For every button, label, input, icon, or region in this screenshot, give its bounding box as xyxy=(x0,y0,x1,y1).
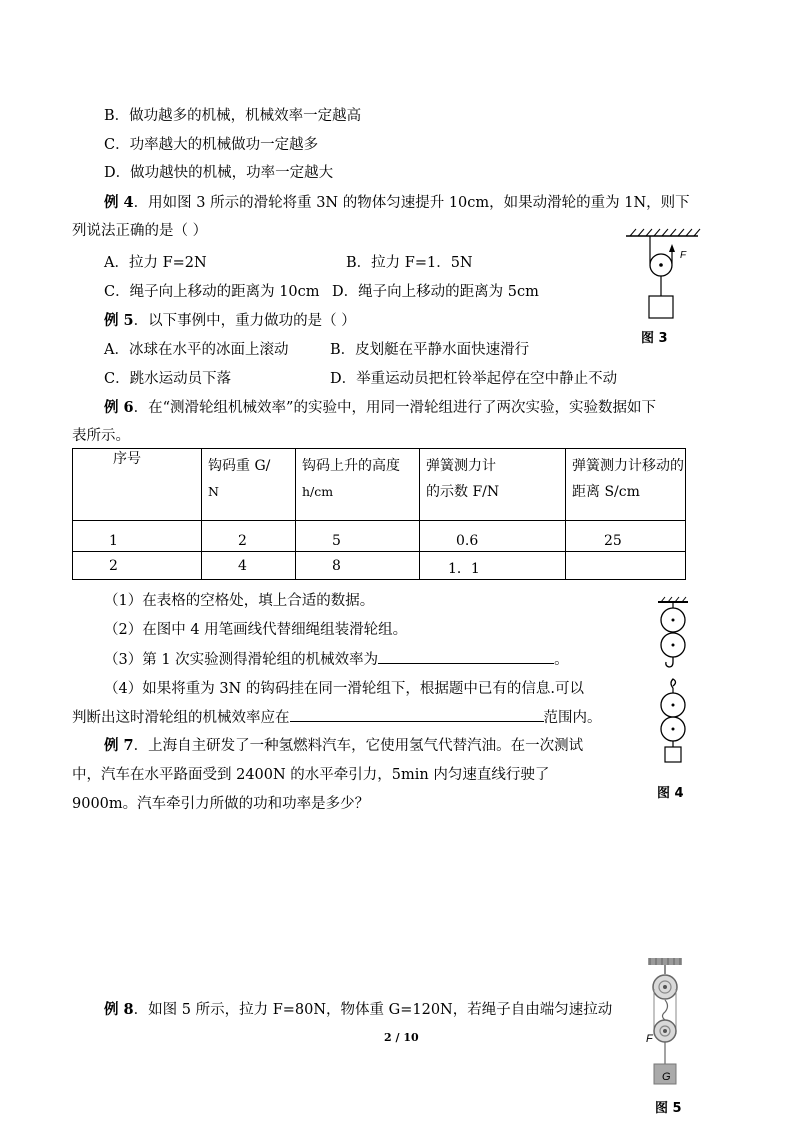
ex6-q3: （3）第 1 次实验测得滑轮组的机械效率为 xyxy=(104,652,379,668)
ex6-q4-end: 范围内。 xyxy=(543,710,602,726)
cell-distance: 25 xyxy=(566,521,686,552)
cell-weight: 4 xyxy=(202,552,296,580)
cell-weight: 2 xyxy=(202,521,296,552)
ex7-text-3: 9000m。汽车牵引力所做的功和功率是多少？ xyxy=(72,796,370,812)
table-row xyxy=(73,552,686,580)
header-cell-distance: 弹簧测力计移动的 距离 S/cm xyxy=(566,449,686,521)
header-cell-weight: 钩码重 G/ N xyxy=(202,449,296,521)
ex7-line-1 xyxy=(104,736,583,756)
ex4-option-d: D．绳子向上移动的距离为 5cm xyxy=(332,284,539,300)
figure-5-force-label: F xyxy=(646,1033,653,1045)
option-d-prev: D．做功越快的机械，功率一定越大 xyxy=(104,165,334,181)
figure-3-caption: 图 3 xyxy=(641,331,668,346)
ex6-text-2: 表所示。 xyxy=(72,428,130,444)
experiment-data-table xyxy=(72,448,686,580)
ex6-line-1 xyxy=(104,398,656,418)
ex6-q4-2: 判断出这时滑轮组的机械效率应在 xyxy=(72,710,290,726)
page-number: 2 / 10 xyxy=(384,1031,419,1044)
option-b-prev: B．做功越多的机械，机械效率一定越高 xyxy=(104,108,362,124)
table-header-row xyxy=(73,449,686,521)
cell-seq: 2 xyxy=(73,552,202,580)
ex5-option-c: C．跳水运动员下落 xyxy=(104,371,232,387)
figure-5-caption: 图 5 xyxy=(655,1101,682,1116)
figure-4-pulley-set xyxy=(648,596,698,772)
cell-force: 0.6 xyxy=(420,521,566,552)
ex6-q4-1: （4）如果将重为 3N 的钩码挂在同一滑轮组下，根据题中已有的信息.可以 xyxy=(104,681,584,697)
cell-height: 8 xyxy=(296,552,420,580)
ex6-text-1: ．在“测滑轮组机械效率”的实验中，用同一滑轮组进行了两次实验，实验数据如下 xyxy=(133,400,656,416)
ex4-option-c: C．绳子向上移动的距离为 10cm xyxy=(104,284,320,300)
ex5-line xyxy=(104,311,356,331)
ex8-label: 例 8 xyxy=(104,1001,134,1018)
ex4-option-b: B．拉力 F=1．5N xyxy=(346,255,473,271)
table-row xyxy=(73,521,686,552)
figure-3-force-label: F xyxy=(680,250,687,261)
ex5-option-b: B．皮划艇在平静水面快速滑行 xyxy=(330,342,530,358)
figure-3-pulley xyxy=(622,228,702,328)
ex7-text-1: ．上海自主研发了一种氢燃料汽车，它使用氢气代替汽油。在一次测试 xyxy=(133,738,584,754)
figure-5-weight-label: G xyxy=(662,1071,671,1083)
ex6-q3-line xyxy=(104,649,569,670)
ex5-option-a: A．冰球在水平的冰面上滚动 xyxy=(104,342,289,358)
ex6-q2: （2）在图中 4 用笔画线代替细绳组装滑轮组。 xyxy=(104,622,408,638)
ex4-text-1: ．用如图 3 所示的滑轮将重 3N 的物体匀速提升 10cm，如果动滑轮的重为 1N，则下 xyxy=(133,195,690,211)
option-c-prev: C．功率越大的机械做功一定越多 xyxy=(104,137,319,153)
figure-4-caption: 图 4 xyxy=(657,786,684,801)
ex6-q4-answer-blank[interactable] xyxy=(290,707,544,722)
ex4-line-1 xyxy=(104,193,690,213)
figure-5-pulley-photo xyxy=(644,956,686,1088)
ex6-q4-line-2 xyxy=(72,707,602,728)
header-cell-height: 钩码上升的高度 h/cm xyxy=(296,449,420,521)
ex7-label: 例 7 xyxy=(104,737,134,754)
cell-force: 1．1 xyxy=(420,552,566,580)
ex7-text-2: 中，汽车在水平路面受到 2400N 的水平牵引力，5min 内匀速直线行驶了 xyxy=(72,767,550,783)
ex6-q3-answer-blank[interactable] xyxy=(378,649,554,664)
ex8-line xyxy=(104,1000,612,1020)
cell-height: 5 xyxy=(296,521,420,552)
header-cell-seq: 序号 xyxy=(73,449,202,521)
ex5-text: ．以下事例中，重力做功的是（ ） xyxy=(133,313,356,329)
header-cell-force: 弹簧测力计 的示数 F/N xyxy=(420,449,566,521)
ex4-text-2: 列说法正确的是（ ） xyxy=(72,223,208,239)
ex6-label: 例 6 xyxy=(104,399,134,416)
ex6-q3-end: 。 xyxy=(554,652,569,668)
cell-seq: 1 xyxy=(73,521,202,552)
cell-distance-blank[interactable] xyxy=(566,552,686,580)
ex6-q1: （1）在表格的空格处，填上合适的数据。 xyxy=(104,593,375,609)
ex5-label: 例 5 xyxy=(104,312,134,329)
ex4-label: 例 4 xyxy=(104,194,134,211)
ex8-text: ．如图 5 所示，拉力 F=80N，物体重 G=120N，若绳子自由端匀速拉动 xyxy=(133,1002,613,1018)
ex4-option-a: A．拉力 F=2N xyxy=(104,255,207,271)
ex5-option-d: D．举重运动员把杠铃举起停在空中静止不动 xyxy=(330,371,618,387)
